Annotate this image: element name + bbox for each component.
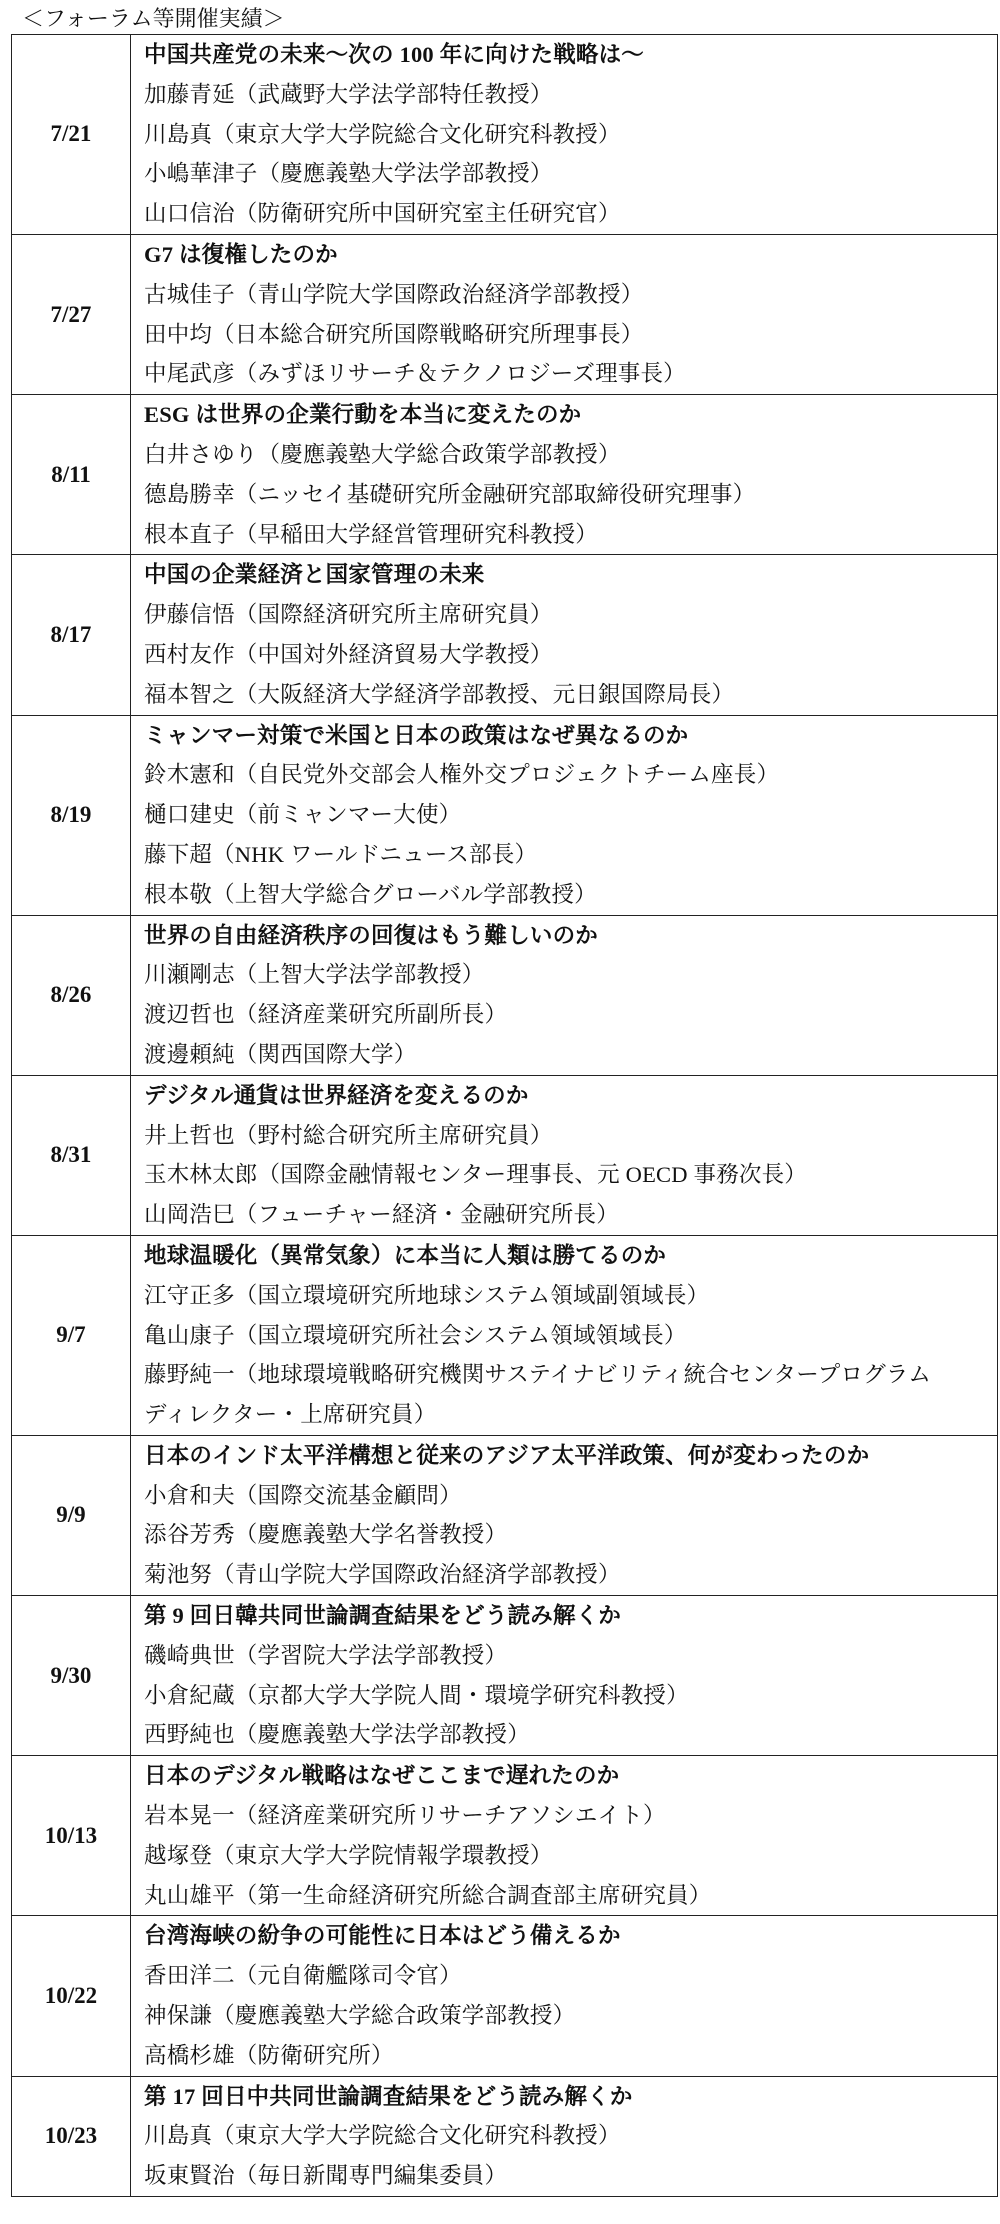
event-title: 世界の自由経済秩序の回復はもう難しいのか	[144, 922, 599, 948]
speaker: 鈴木憲和（自民党外交部会人権外交プロジェクトチーム座長）	[144, 762, 780, 788]
speaker: 藤野純一（地球環境戦略研究機関サステイナビリティ統合センタープログラム	[144, 1362, 932, 1388]
event-row	[12, 915, 998, 1075]
speaker: 德島勝幸（ニッセイ基礎研究所金融研究部取締役研究理事）	[144, 481, 756, 507]
event-row	[12, 395, 998, 555]
event-date: 9/30	[12, 1596, 131, 1756]
event-content	[131, 1596, 998, 1756]
speaker: 高橋杉雄（防衛研究所）	[144, 2042, 394, 2068]
event-row	[12, 1235, 998, 1435]
speaker: 小倉和夫（国際交流基金顧問）	[144, 1482, 462, 1508]
speaker: 川島真（東京大学大学院総合文化研究科教授）	[144, 121, 621, 147]
event-title: 日本のデジタル戦略はなぜここまで遅れたのか	[144, 1763, 620, 1789]
speaker: 伊藤信悟（国際経済研究所主席研究員）	[144, 602, 553, 628]
speaker: 川島真（東京大学大学院総合文化研究科教授）	[144, 2123, 621, 2149]
speaker: 菊池努（青山学院大学国際政治経済学部教授）	[144, 1562, 621, 1588]
speaker: 田中均（日本総合研究所国際戦略研究所理事長）	[144, 321, 644, 347]
speaker: 樋口建史（前ミャンマー大使）	[144, 802, 462, 828]
event-title: ESG は世界の企業行動を本当に変えたのか	[144, 402, 582, 428]
event-content	[131, 1916, 998, 2076]
event-content	[131, 915, 998, 1075]
event-title: 台湾海峡の紛争の可能性に日本はどう備えるか	[144, 1923, 621, 1949]
event-date: 9/9	[12, 1435, 131, 1595]
speaker: 渡辺哲也（経済産業研究所副所長）	[144, 1002, 508, 1028]
event-date: 10/23	[12, 2076, 131, 2196]
event-row	[12, 1596, 998, 1756]
speaker: 江守正多（国立環境研究所地球システム領域副領域長）	[144, 1282, 710, 1308]
speaker: 渡邊頼純（関西国際大学）	[144, 1041, 417, 1067]
event-content	[131, 1235, 998, 1435]
event-row	[12, 1916, 998, 2076]
speaker: 西村友作（中国対外経済貿易大学教授）	[144, 641, 553, 667]
speaker: 白井さゆり（慶應義塾大学総合政策学部教授）	[144, 441, 621, 467]
event-title: 日本のインド太平洋構想と従来のアジア太平洋政策、何が変わったのか	[144, 1442, 870, 1468]
event-title: 地球温暖化（異常気象）に本当に人類は勝てるのか	[144, 1242, 667, 1268]
event-row	[12, 1435, 998, 1595]
forum-results-table	[11, 34, 998, 2197]
speaker: 小嶋華津子（慶應義塾大学法学部教授）	[144, 161, 553, 187]
event-row	[12, 555, 998, 715]
event-date: 8/31	[12, 1075, 131, 1235]
event-title: G7 は復権したのか	[144, 241, 338, 267]
event-row	[12, 1756, 998, 1916]
speaker: 亀山康子（国立環境研究所社会システム領域領域長）	[144, 1322, 687, 1348]
speaker: 古城佳子（青山学院大学国際政治経済学部教授）	[144, 281, 644, 307]
event-title: 第 9 回日韓共同世論調査結果をどう読み解くか	[144, 1603, 622, 1629]
event-content	[131, 555, 998, 715]
event-title: デジタル通貨は世界経済を変えるのか	[144, 1082, 529, 1108]
event-title: 中国の企業経済と国家管理の未来	[144, 562, 485, 588]
event-date: 9/7	[12, 1235, 131, 1435]
speaker: 福本智之（大阪経済大学経済学部教授、元日銀国際局長）	[144, 681, 735, 707]
event-content	[131, 234, 998, 394]
event-date: 8/19	[12, 715, 131, 915]
speaker: 丸山雄平（第一生命経済研究所総合調査部主席研究員）	[144, 1882, 712, 1908]
speaker: 磯崎典世（学習院大学法学部教授）	[144, 1642, 508, 1668]
speaker: 小倉紀蔵（京都大学大学院人間・環境学研究科教授）	[144, 1682, 689, 1708]
speaker: 岩本晃一（経済産業研究所リサーチアソシエイト）	[144, 1803, 666, 1829]
speaker: 神保謙（慶應義塾大学総合政策学部教授）	[144, 2003, 576, 2029]
speaker: 根本直子（早稲田大学経営管理研究科教授）	[144, 521, 599, 547]
speaker: 越塚登（東京大学大学院情報学環教授）	[144, 1842, 553, 1868]
speaker: 川瀬剛志（上智大学法学部教授）	[144, 962, 485, 988]
event-content	[131, 1756, 998, 1916]
speaker: 藤下超（NHK ワールドニュース部長）	[144, 841, 538, 867]
speaker: 加藤青延（武蔵野大学法学部特任教授）	[144, 81, 553, 107]
speaker: 玉木林太郎（国際金融情報センター理事長、元 OECD 事務次長）	[144, 1162, 807, 1188]
event-row	[12, 1075, 998, 1235]
section-caption: ＜フォーラム等開催実績＞	[22, 6, 285, 31]
speaker: 添谷芳秀（慶應義塾大学名誉教授）	[144, 1522, 508, 1548]
event-row	[12, 234, 998, 394]
speaker: 山口信治（防衛研究所中国研究室主任研究官）	[144, 201, 621, 227]
event-content	[131, 395, 998, 555]
speaker: ディレクター・上席研究員）	[144, 1402, 437, 1428]
speaker: 香田洋二（元自衛艦隊司令官）	[144, 1963, 462, 1989]
event-title: ミャンマー対策で米国と日本の政策はなぜ異なるのか	[144, 722, 689, 748]
speaker: 山岡浩巳（フューチャー経済・金融研究所長）	[144, 1202, 619, 1228]
event-content	[131, 1435, 998, 1595]
event-date: 10/13	[12, 1756, 131, 1916]
event-date: 8/26	[12, 915, 131, 1075]
event-row	[12, 2076, 998, 2196]
event-title: 第 17 回日中共同世論調査結果をどう読み解くか	[144, 2083, 633, 2109]
event-content	[131, 1075, 998, 1235]
event-date: 7/21	[12, 35, 131, 235]
event-content	[131, 35, 998, 235]
event-content	[131, 715, 998, 915]
speaker: 根本敬（上智大学総合グローバル学部教授）	[144, 881, 597, 907]
event-date: 7/27	[12, 234, 131, 394]
speaker: 西野純也（慶應義塾大学法学部教授）	[144, 1722, 530, 1748]
event-title: 中国共産党の未来〜次の 100 年に向けた戦略は〜	[144, 42, 645, 67]
event-content	[131, 2076, 998, 2196]
event-row	[12, 715, 998, 915]
event-date: 8/17	[12, 555, 131, 715]
event-date: 10/22	[12, 1916, 131, 2076]
event-date: 8/11	[12, 395, 131, 555]
speaker: 井上哲也（野村総合研究所主席研究員）	[144, 1122, 553, 1148]
speaker: 坂東賢治（毎日新聞専門編集委員）	[144, 2163, 508, 2189]
speaker: 中尾武彦（みずほリサーチ＆テクノロジーズ理事長）	[144, 361, 686, 387]
event-row	[12, 35, 998, 235]
